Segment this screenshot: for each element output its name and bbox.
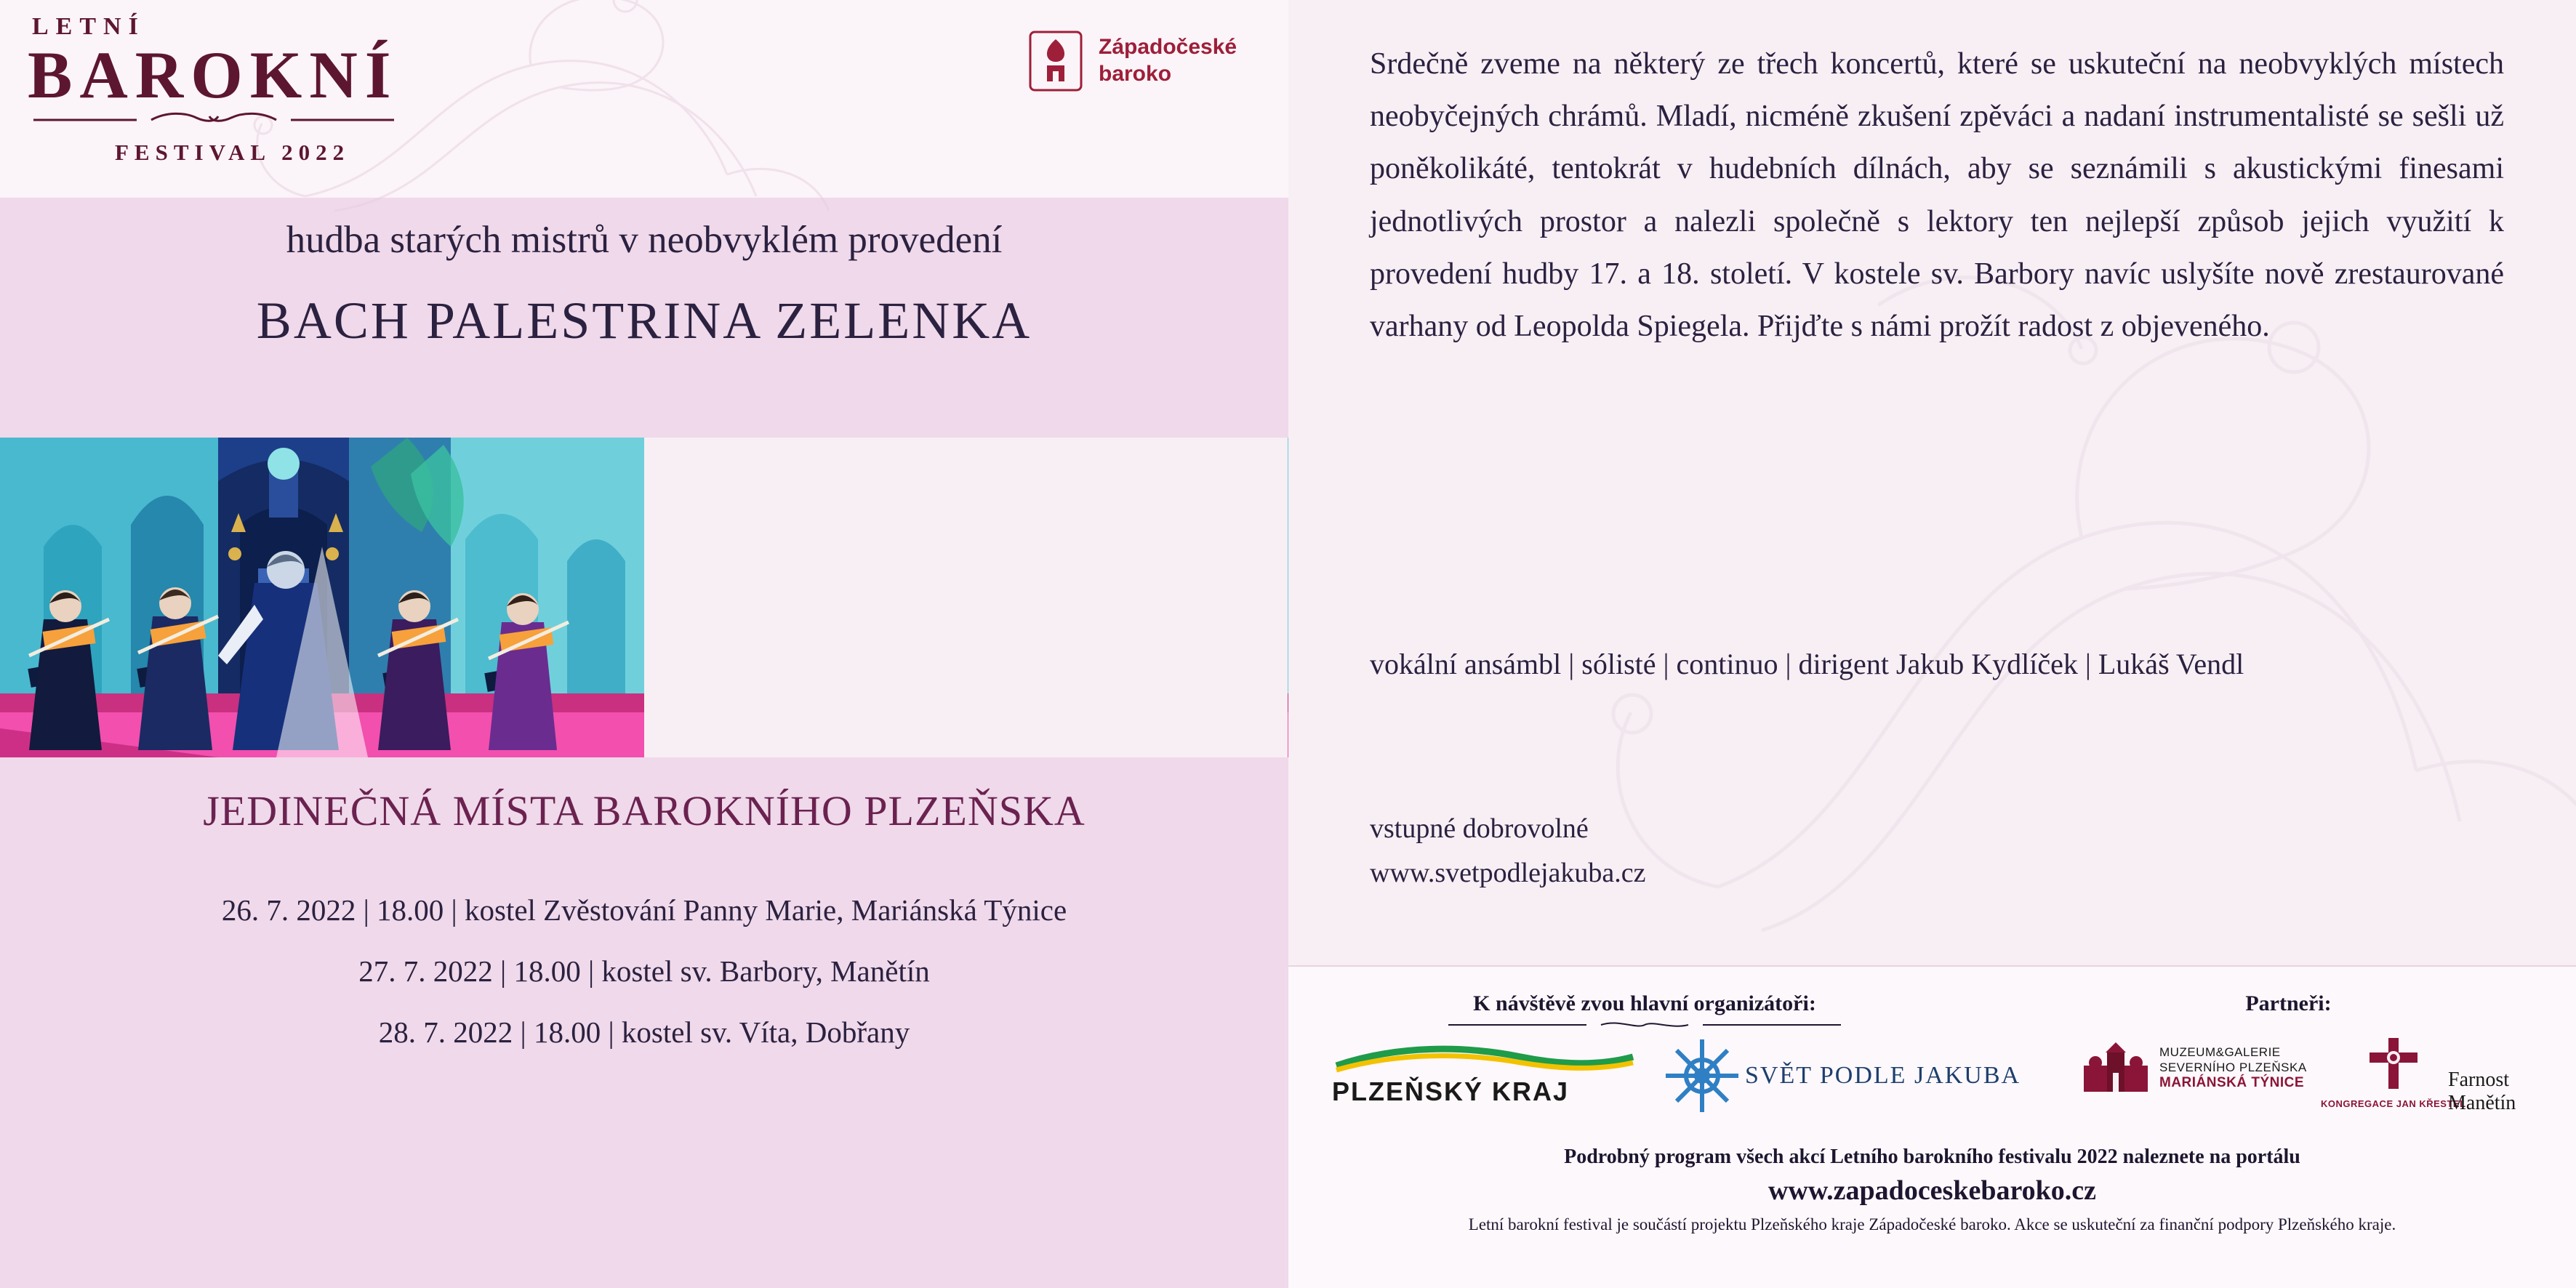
entry-info <box>1370 807 2504 895</box>
right-panel <box>1288 0 2576 1288</box>
legal-note: Letní barokní festival je součástí projektu Plzeňského kraje Západočeské baroko. Akce se uskuteční za finanční podpory Plzeňského kraje. <box>1468 1215 2396 1233</box>
portal-link[interactable]: www.zapadoceskebaroko.cz <box>1768 1175 2097 1206</box>
artwork-half-left <box>0 438 644 757</box>
svet-podle-jakuba-logo[interactable] <box>1659 1035 2021 1116</box>
tagline: hudba starých mistrů v neobvyklém provedení <box>286 219 1003 261</box>
cross-icon <box>2362 1035 2425 1092</box>
program-note: Podrobný program všech akcí Letního barokního festivalu 2022 naleznete na portálu <box>1564 1146 2300 1168</box>
mg-line2: SEVERNÍHO PLZEŇSKA <box>2159 1060 2307 1074</box>
intro-paragraph: Srdečně zveme na některý ze třech koncertů, které se uskuteční na neobvyklých místech neobyčejných chrámů. Mladí, nicméně zkušení zpěváci a nadaní instrumentalisté se sešli už poněkolikáté, tentokrát v hudebních dílnách, aby se seznámili s akustickými finesami jednotlivých prostor a nalezli společně s lektory ten nejlepší způsob jejich využití k provedení hudby 17. a 18. století. V kostele sv. Barbory navíc uslyšíte nově zrestaurované varhany od Leopolda Spiegela. Přijďte s námi prožít radost z objeveného. <box>1370 47 2504 344</box>
mg-line1: MUZEUM&GALERIE <box>2159 1045 2281 1059</box>
footer-headings <box>1288 991 2576 1031</box>
concert-date-item: 26. 7. 2022 | 18.00 | kostel Zvěstování Panny Marie, Mariánská Týnice <box>221 893 1067 927</box>
organizers-heading <box>1288 991 2001 1031</box>
festival-logo-line1: LETNÍ <box>32 13 145 40</box>
website-link[interactable]: www.svetpodlejakuba.cz <box>1370 857 1646 888</box>
footer-logos-row <box>1288 1031 2576 1125</box>
zapadoceske-baroko-label <box>1099 34 1237 87</box>
concert-date-item: 28. 7. 2022 | 18.00 | kostel sv. Víta, Dobřany <box>378 1015 910 1050</box>
farnost-manetin-label: Farnost Manětín <box>2448 1068 2516 1114</box>
entry-fee-label: vstupné dobrovolné <box>1370 813 1589 844</box>
footer-panel <box>1288 965 2576 1288</box>
plzensky-kraj-logo[interactable] <box>1332 1041 1637 1107</box>
kongregace-label: KONGREGACE JAN KŘESTEL <box>2321 1098 2466 1109</box>
artwork-illustration <box>0 438 644 757</box>
monastery-building-icon <box>2081 1041 2151 1095</box>
muzeum-galerie-severniho-plzenska-logo[interactable] <box>2081 1041 2307 1095</box>
plzensky-kraj-mark-icon <box>1332 1041 1637 1073</box>
concert-date-item: 27. 7. 2022 | 18.00 | kostel sv. Barbory, Manětín <box>358 954 930 989</box>
logo-flourish-icon <box>28 110 400 129</box>
plzensky-kraj-label: PLZEŇSKÝ KRAJ <box>1332 1076 1570 1106</box>
mg-line3: MARIÁNSKÁ TÝNICE <box>2159 1075 2305 1091</box>
partners-heading-text: Partneři: <box>2245 991 2332 1015</box>
partners-heading <box>2001 991 2576 1031</box>
farnost-manetin-logo[interactable] <box>2448 1068 2576 1115</box>
festival-logo-line3: FESTIVAL 2022 <box>115 140 350 166</box>
festival-logo-line2: BAROKNÍ <box>28 38 398 112</box>
organizers-heading-text: K návštěvě zvou hlavní organizátoři: <box>1473 991 1816 1015</box>
brand-line1: Západočeské <box>1099 35 1237 60</box>
church-icon <box>1029 31 1083 92</box>
section-subtitle: JEDINEČNÁ MÍSTA BAROKNÍHO PLZEŇSKA <box>203 787 1086 834</box>
artwork-half-right-mirrored <box>644 438 1288 757</box>
brand-line2: baroko <box>1099 62 1172 86</box>
zapadoceske-baroko-logo <box>1029 31 1237 92</box>
festival-logo <box>28 13 406 180</box>
performers-line: vokální ansámbl | sólisté | continuo | dirigent Jakub Kydlíček | Lukáš Vendl <box>1370 648 2244 680</box>
svet-podle-jakuba-label: SVĚT PODLE JAKUBA <box>1745 1062 2021 1089</box>
divider-flourish-icon <box>1441 1019 1848 1031</box>
snowflake-star-icon <box>1659 1035 1745 1116</box>
artwork-image <box>0 438 1288 757</box>
composers-list: BACH PALESTRINA ZELENKA <box>256 291 1032 350</box>
concert-dates-list <box>0 880 1288 1063</box>
kongregace-jan-kestel-logo[interactable] <box>2321 1035 2466 1109</box>
